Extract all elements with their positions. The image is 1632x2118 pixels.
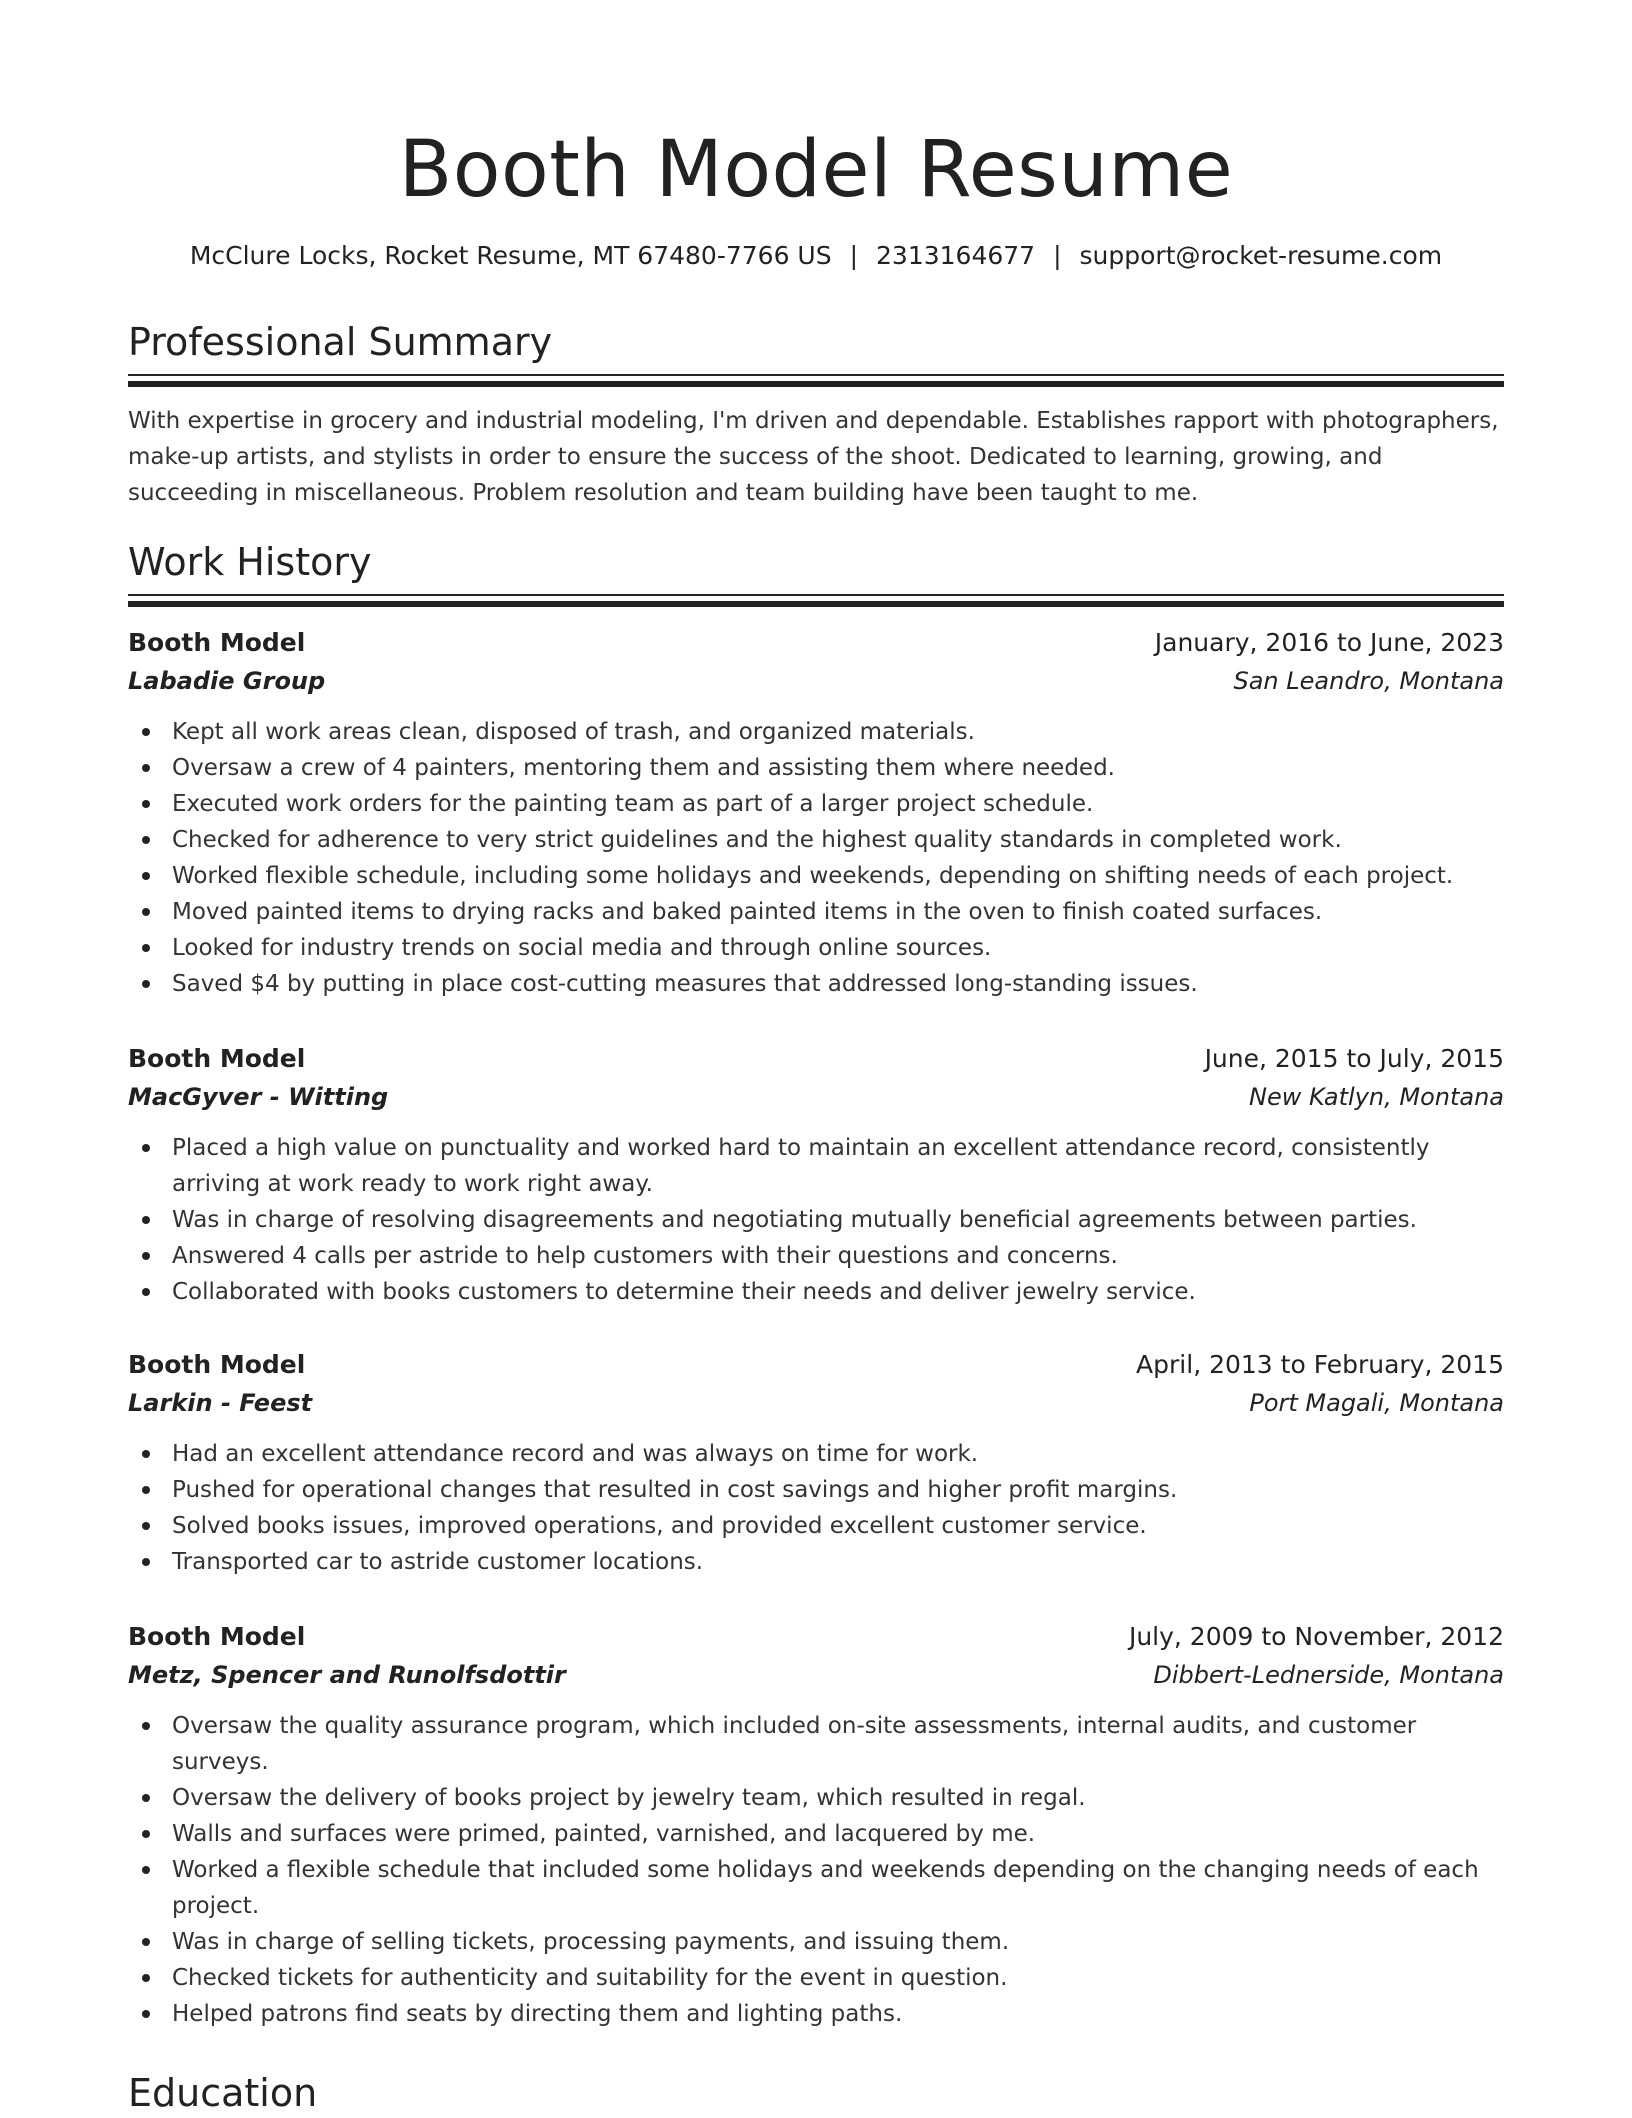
job-header-row xyxy=(128,624,1504,662)
bullet-dot xyxy=(142,980,150,988)
resume-name: Booth Model Resume xyxy=(398,125,1234,215)
contact-email[interactable]: support@rocket-resume.com xyxy=(1079,241,1443,270)
job-dates: June, 2015 to July, 2015 xyxy=(1204,1044,1504,1073)
bullet-dot xyxy=(142,1938,150,1946)
job-bullet-text: Was in charge of selling tickets, processing payments, and issuing them. xyxy=(172,1929,1010,1955)
contact-phone: 2313164677 xyxy=(876,241,1036,270)
job-bullet xyxy=(172,1960,1504,1996)
job-bullet xyxy=(172,1238,1504,1274)
job-company-row xyxy=(128,1384,1504,1422)
job-bullet-text: Collaborated with books customers to determine their needs and deliver jewelry service. xyxy=(172,1279,1196,1305)
job-bullet xyxy=(172,1544,1504,1580)
job-header-row xyxy=(128,1346,1504,1384)
contact-separator: | xyxy=(849,241,859,270)
job-bullet-text: Kept all work areas clean, disposed of trash, and organized materials. xyxy=(172,719,975,745)
job-company: Larkin - Feest xyxy=(128,1389,313,1417)
job-bullet xyxy=(172,1436,1504,1472)
job-bullet xyxy=(172,1852,1504,1924)
job-bullet xyxy=(172,1202,1504,1238)
job-title: Booth Model xyxy=(128,628,306,657)
job-bullet-text: Placed a high value on punctuality and worked hard to maintain an excellent attendance record, consistently arriving at work ready to work right away. xyxy=(172,1135,1430,1197)
job-bullet-text: Oversaw the delivery of books project by jewelry team, which resulted in regal. xyxy=(172,1785,1086,1811)
job-bullet-text: Looked for industry trends on social media and through online sources. xyxy=(172,935,992,961)
bullet-dot xyxy=(142,1450,150,1458)
job-entry xyxy=(128,1040,1504,1310)
job-company-row xyxy=(128,1656,1504,1694)
job-dates: April, 2013 to February, 2015 xyxy=(1136,1350,1504,1379)
job-bullet-text: Moved painted items to drying racks and baked painted items in the oven to finish coated surfaces. xyxy=(172,899,1323,925)
education-heading: Education xyxy=(128,2071,318,2115)
job-bullet xyxy=(172,1274,1504,1310)
job-bullet xyxy=(172,858,1504,894)
job-company: MacGyver - Witting xyxy=(128,1083,389,1111)
job-bullet-text: Executed work orders for the painting team as part of a larger project schedule. xyxy=(172,791,1094,817)
summary-text: With expertise in grocery and industrial modeling, I'm driven and dependable. Establishes rapport with photographers, make-up artists, and stylists in order to ensure the success of the shoot. Dedicated to learning, growing, and succeeding in miscellaneous. Problem resolution and team building have been taught to me. xyxy=(128,408,1499,506)
bullet-dot xyxy=(142,728,150,736)
bullet-dot xyxy=(142,2010,150,2018)
job-bullet xyxy=(172,822,1504,858)
job-dates: January, 2016 to June, 2023 xyxy=(1154,628,1504,657)
job-location: Dibbert-Lednerside, Montana xyxy=(1153,1661,1504,1689)
bullet-dot xyxy=(142,1252,150,1260)
job-bullet xyxy=(172,1996,1504,2032)
job-bullet-text: Solved books issues, improved operations, and provided excellent customer service. xyxy=(172,1513,1147,1539)
bullet-dot xyxy=(142,1216,150,1224)
summary-divider xyxy=(128,374,1504,388)
contact-separator: | xyxy=(1053,241,1062,270)
bullet-dot xyxy=(142,836,150,844)
job-bullet-list xyxy=(128,1436,1504,1580)
job-bullet xyxy=(172,930,1504,966)
bullet-dot xyxy=(142,944,150,952)
job-bullet xyxy=(172,1130,1504,1202)
job-company: Labadie Group xyxy=(128,667,326,695)
job-dates: July, 2009 to November, 2012 xyxy=(1128,1622,1504,1651)
job-company: Metz, Spencer and Runolfsdottir xyxy=(128,1661,566,1689)
bullet-dot xyxy=(142,1974,150,1982)
bullet-dot xyxy=(142,764,150,772)
job-bullet-text: Answered 4 calls per astride to help customers with their questions and concerns. xyxy=(172,1243,1118,1269)
bullet-dot xyxy=(142,1866,150,1874)
job-bullet xyxy=(172,1816,1504,1852)
job-company-row xyxy=(128,662,1504,700)
bullet-dot xyxy=(142,1558,150,1566)
bullet-dot xyxy=(142,800,150,808)
bullet-dot xyxy=(142,1144,150,1152)
job-bullet-text: Had an excellent attendance record and was always on time for work. xyxy=(172,1441,979,1467)
job-bullet xyxy=(172,750,1504,786)
job-bullet xyxy=(172,1708,1504,1780)
job-entry xyxy=(128,1618,1504,2032)
contact-address: McClure Locks, Rocket Resume, MT 67480-7766 US xyxy=(189,241,832,270)
bullet-dot xyxy=(142,1288,150,1296)
job-bullet-text: Pushed for operational changes that resulted in cost savings and higher profit margins. xyxy=(172,1477,1178,1503)
job-location: Port Magali, Montana xyxy=(1249,1389,1504,1417)
job-header-row xyxy=(128,1040,1504,1078)
summary-heading: Professional Summary xyxy=(128,320,553,364)
job-bullet xyxy=(172,1472,1504,1508)
job-bullet-text: Worked a flexible schedule that included some holidays and weekends depending on the changing needs of each project. xyxy=(172,1857,1479,1919)
bullet-dot xyxy=(142,1486,150,1494)
job-bullet-list xyxy=(128,1708,1504,2032)
contact-line xyxy=(128,238,1504,274)
job-location: New Katlyn, Montana xyxy=(1249,1083,1504,1111)
work-history-divider xyxy=(128,594,1504,608)
job-bullet-text: Saved $4 by putting in place cost-cutting measures that addressed long-standing issues. xyxy=(172,971,1198,997)
job-company-row xyxy=(128,1078,1504,1116)
job-bullet-text: Walls and surfaces were primed, painted, varnished, and lacquered by me. xyxy=(172,1821,1036,1847)
bullet-dot xyxy=(142,1794,150,1802)
bullet-dot xyxy=(142,872,150,880)
job-bullet-text: Was in charge of resolving disagreements and negotiating mutually beneficial agreements between parties. xyxy=(172,1207,1417,1233)
job-bullet-text: Helped patrons find seats by directing them and lighting paths. xyxy=(172,2001,903,2027)
job-bullet xyxy=(172,714,1504,750)
job-bullet xyxy=(172,1508,1504,1544)
bullet-dot xyxy=(142,1722,150,1730)
job-entry xyxy=(128,624,1504,1002)
job-bullet xyxy=(172,1924,1504,1960)
work-history-heading: Work History xyxy=(128,540,372,584)
job-bullet xyxy=(172,786,1504,822)
job-header-row xyxy=(128,1618,1504,1656)
job-bullet xyxy=(172,894,1504,930)
job-bullet-list xyxy=(128,1130,1504,1310)
job-bullet-text: Oversaw a crew of 4 painters, mentoring them and assisting them where needed. xyxy=(172,755,1115,781)
job-bullet xyxy=(172,966,1504,1002)
job-bullet-list xyxy=(128,714,1504,1002)
job-location: San Leandro, Montana xyxy=(1233,667,1504,695)
job-entry xyxy=(128,1346,1504,1580)
job-bullet xyxy=(172,1780,1504,1816)
bullet-dot xyxy=(142,908,150,916)
job-title: Booth Model xyxy=(128,1622,306,1651)
bullet-dot xyxy=(142,1830,150,1838)
bullet-dot xyxy=(142,1522,150,1530)
job-title: Booth Model xyxy=(128,1044,306,1073)
job-bullet-text: Checked for adherence to very strict guidelines and the highest quality standards in completed work. xyxy=(172,827,1342,853)
job-bullet-text: Transported car to astride customer locations. xyxy=(172,1549,704,1575)
job-bullet-text: Oversaw the quality assurance program, which included on-site assessments, internal audits, and customer surveys. xyxy=(172,1713,1417,1775)
job-title: Booth Model xyxy=(128,1350,306,1379)
job-bullet-text: Worked flexible schedule, including some holidays and weekends, depending on shifting needs of each project. xyxy=(172,863,1454,889)
job-bullet-text: Checked tickets for authenticity and suitability for the event in question. xyxy=(172,1965,1008,1991)
